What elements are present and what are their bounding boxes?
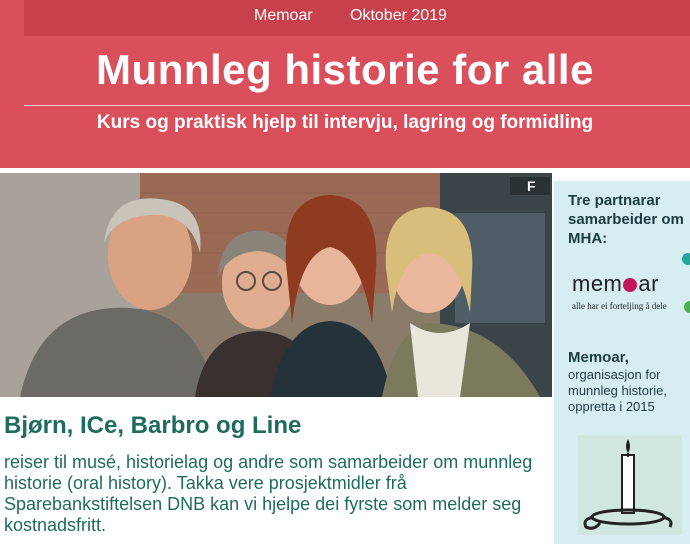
article-body: reiser til musé, historielag og andre som samarbeider om munnleg historie (oral history). Takka vere prosjektmidler frå Sparebankstiftelsen DNB kan vi hjelpe dei fyrste som melder seg kostnadsfritt. <box>4 452 533 535</box>
page-subtitle: Kurs og praktisk hjelp til intervju, lagring og formidling <box>96 112 594 133</box>
group-photo <box>0 173 552 397</box>
logo-tagline: alle har ei forteljing å dele <box>572 301 667 311</box>
candle-icon <box>578 435 682 535</box>
article-title: Bjørn, ICe, Barbro og Line <box>4 412 302 439</box>
sidebar-heading: Tre partnarar samarbeider om MHA: <box>568 192 684 247</box>
issue-date: Oktober 2019 <box>350 7 447 24</box>
logo-word-left: mem <box>572 271 623 296</box>
group-photo-illustration <box>0 173 552 397</box>
page-title: Munnleg historie for alle <box>96 46 594 93</box>
logo-o-dot <box>623 278 637 292</box>
header-divider <box>24 105 690 106</box>
newsletter-header <box>0 0 690 168</box>
top-bar <box>24 0 690 36</box>
org-name: Memoar, <box>568 349 629 366</box>
logo-wordmark <box>572 271 659 297</box>
partner-sidebar <box>554 181 690 544</box>
brand-name: Memoar <box>254 7 313 24</box>
building-sign-text: F <box>527 178 536 194</box>
logo-dot-teal-icon <box>682 253 690 265</box>
org-description: organisasjon for munnleg historie, oppretta i 2015 <box>568 367 667 414</box>
logo-dot-green-icon <box>684 301 690 313</box>
memoar-logo <box>568 253 690 313</box>
logo-word-right: ar <box>638 271 659 296</box>
